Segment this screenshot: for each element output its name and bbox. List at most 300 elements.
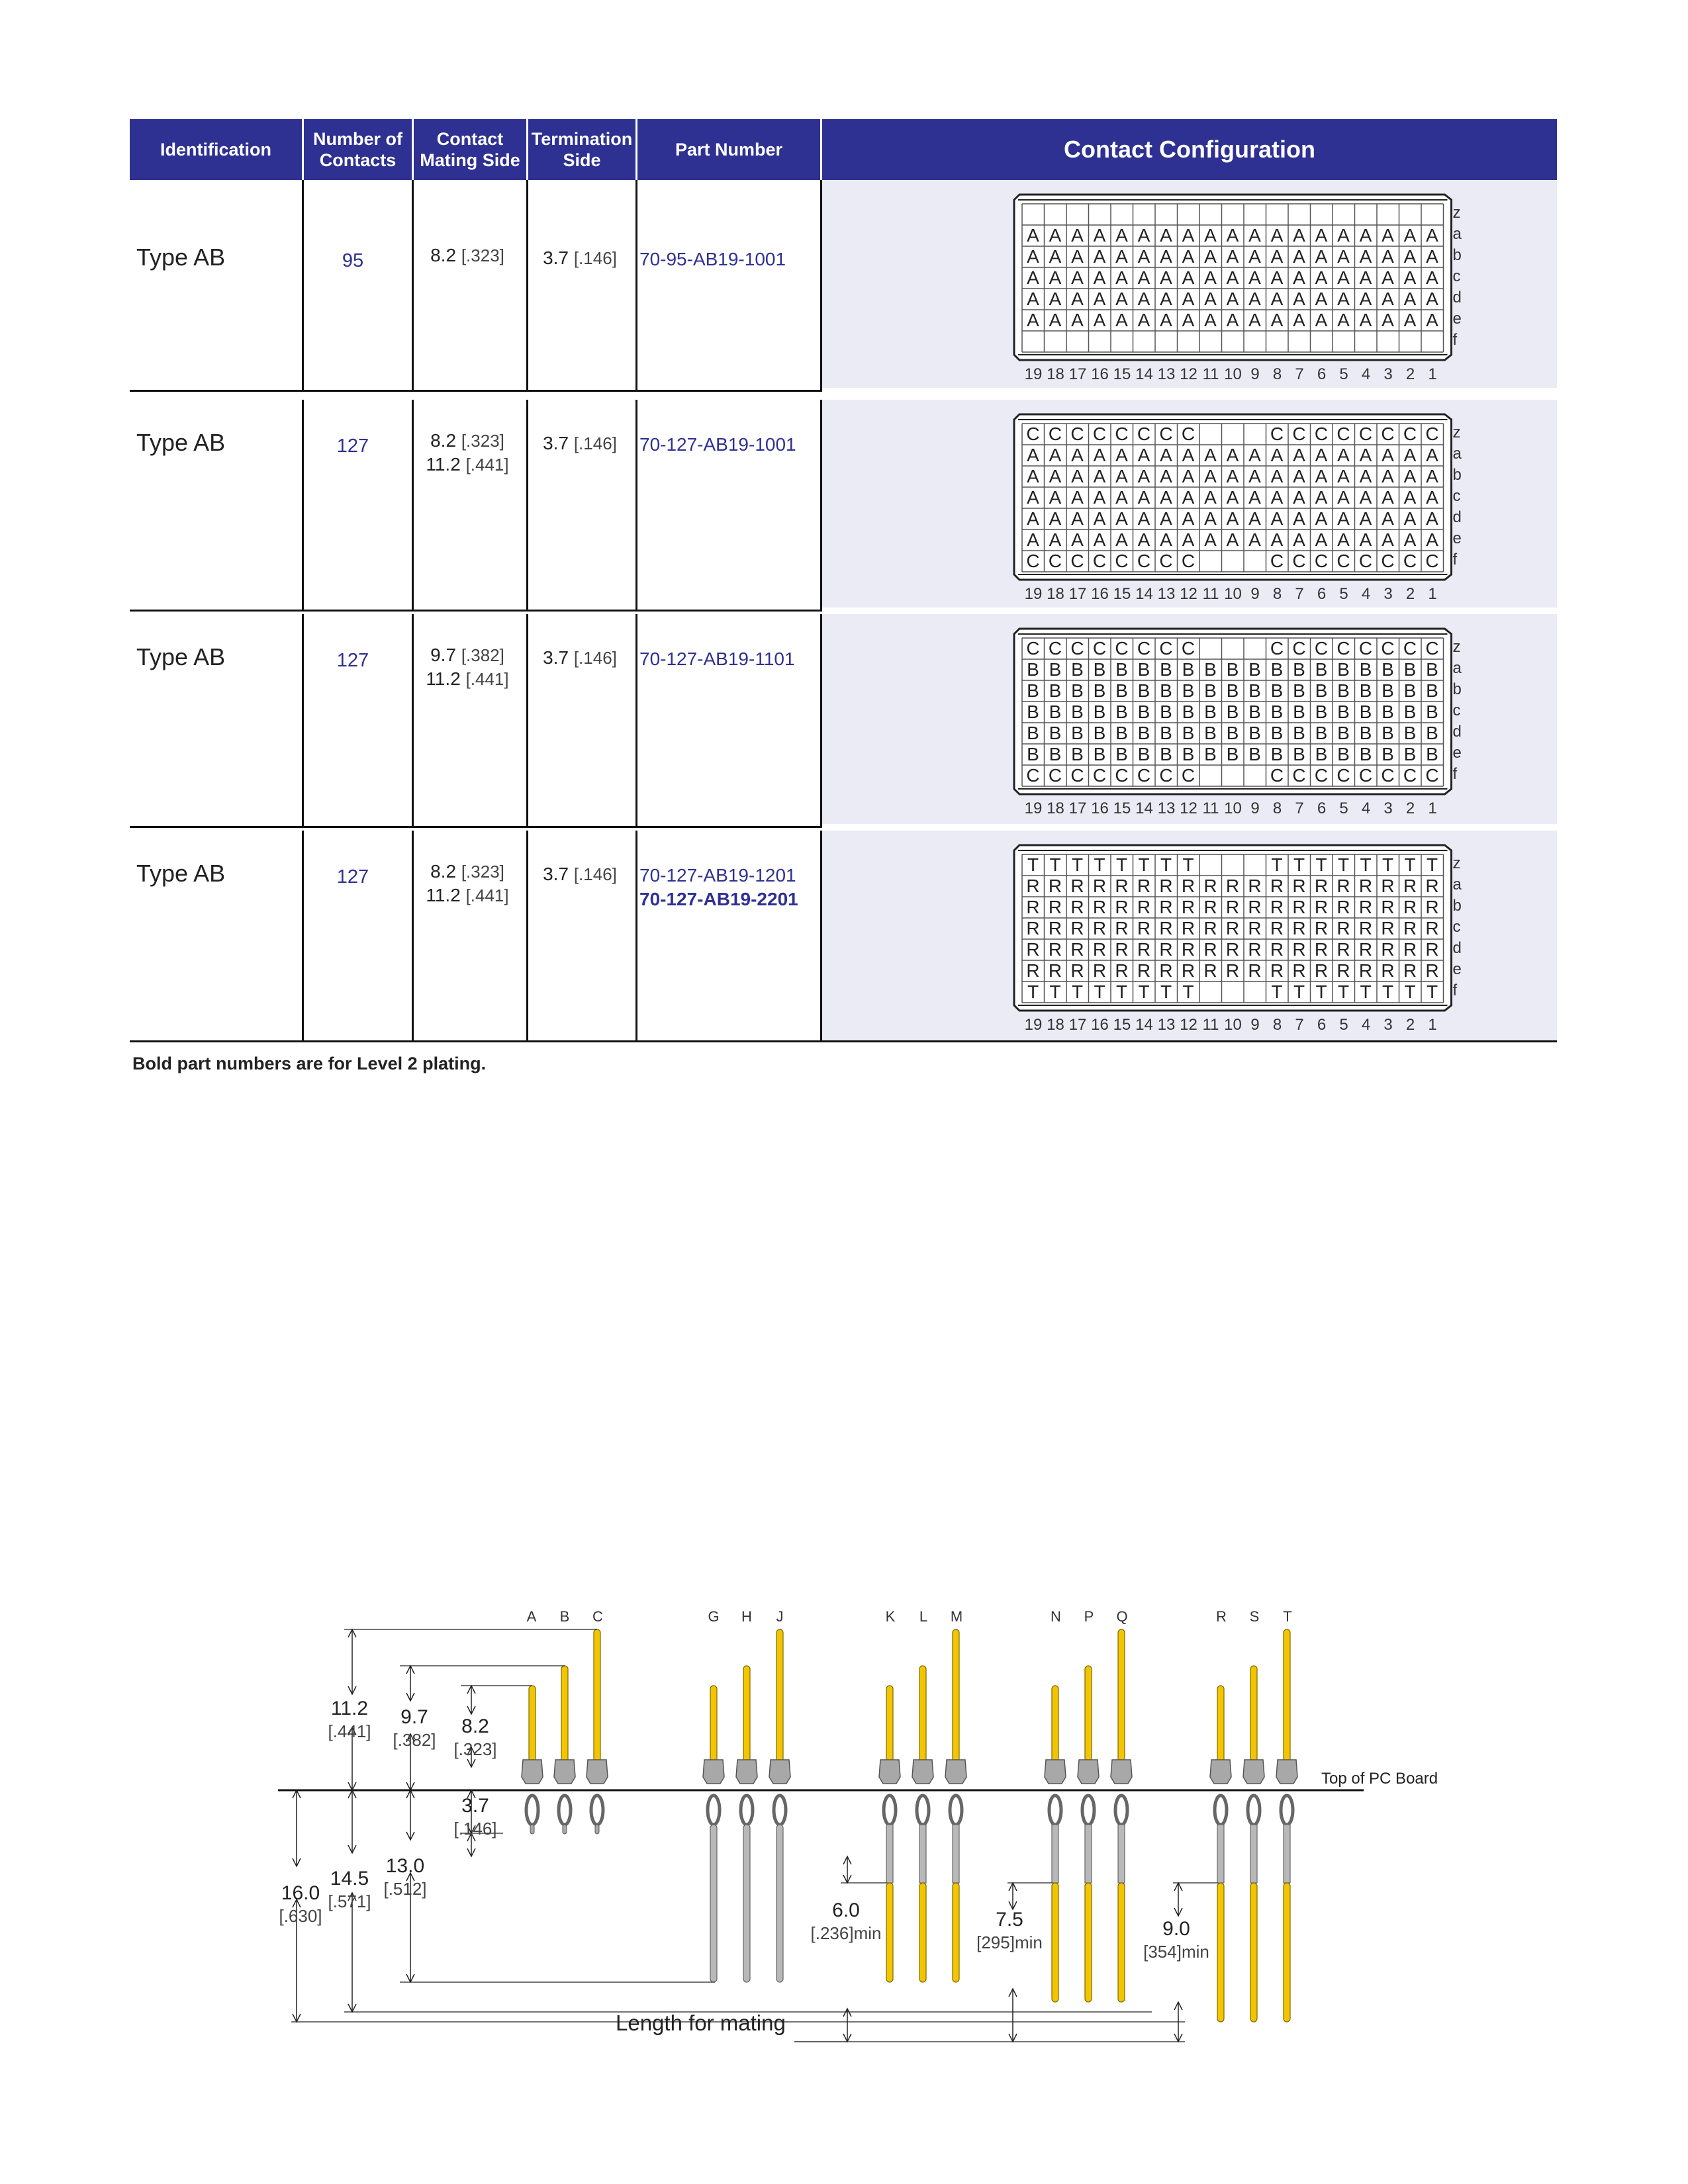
column-label: 16: [1091, 1016, 1109, 1034]
contact-cell: B: [1315, 723, 1328, 743]
contact-cell: R: [1403, 918, 1417, 938]
column-label: 4: [1361, 365, 1371, 383]
contact-cell: A: [1382, 246, 1394, 267]
contact-cell: A: [1426, 225, 1438, 246]
contact-cell: A: [1426, 529, 1438, 550]
contact-cell: R: [1270, 918, 1284, 938]
pin-eye: [1281, 1796, 1293, 1825]
column-label: 19: [1024, 365, 1043, 383]
pin-tail: [743, 1825, 750, 1982]
pin-body: [912, 1760, 933, 1784]
contact-cell: A: [1115, 466, 1128, 486]
column-label: 7: [1295, 799, 1304, 817]
contact-cell: A: [1160, 267, 1172, 288]
contact-cell: R: [1248, 960, 1262, 981]
contact-cell: R: [1181, 918, 1196, 938]
pin-eye: [1115, 1796, 1127, 1825]
contact-cell: A: [1270, 508, 1284, 529]
contact-cell: B: [1426, 744, 1438, 764]
contact-cell: A: [1248, 508, 1261, 529]
contact-cell: C: [1070, 551, 1084, 571]
column-label: 2: [1405, 1016, 1415, 1034]
row-label: b: [1452, 246, 1462, 264]
contact-cell: T: [1271, 981, 1283, 1002]
contact-cell: C: [1048, 551, 1062, 571]
pin-upper: [743, 1666, 750, 1764]
column-label: 15: [1113, 799, 1131, 817]
contact-cell: A: [1293, 246, 1305, 267]
contact-cell: C: [1181, 551, 1196, 571]
column-label: 4: [1361, 585, 1371, 603]
contact-cell: R: [1159, 939, 1173, 960]
contact-cell: A: [1359, 487, 1372, 508]
contact-cell: B: [1071, 723, 1084, 743]
contact-cell: C: [1137, 424, 1151, 444]
contact-cell: R: [1358, 939, 1373, 960]
contact-cell: A: [1403, 466, 1417, 486]
contact-cell: B: [1027, 702, 1039, 722]
contact-cell: B: [1403, 702, 1417, 722]
contact-cell: A: [1315, 289, 1328, 309]
pin-upper: [529, 1686, 536, 1764]
row-label: f: [1452, 551, 1458, 569]
contact-cell: A: [1204, 225, 1217, 246]
contact-cell: A: [1115, 445, 1128, 465]
contact-cell: B: [1027, 659, 1039, 680]
contact-cell: A: [1226, 529, 1239, 550]
contact-cell: A: [1337, 487, 1350, 508]
row-label: a: [1452, 876, 1462, 893]
contact-cell: T: [1160, 981, 1172, 1002]
row-label: z: [1452, 424, 1461, 441]
contact-cell: B: [1115, 723, 1128, 743]
contact-cell: A: [1027, 225, 1039, 246]
contact-cell: A: [1093, 246, 1106, 267]
contact-cell: B: [1182, 680, 1195, 701]
contact-cell: A: [1071, 445, 1084, 465]
contacts-cell: 95: [342, 250, 364, 271]
contact-cell: C: [1159, 551, 1173, 571]
dim-9-7: 9.7 [.382]: [393, 1706, 436, 1750]
contact-cell: R: [1225, 918, 1240, 938]
row-label: d: [1452, 723, 1462, 741]
termination-cell: 3.7 [.146]: [543, 647, 617, 668]
contact-cell: A: [1071, 529, 1084, 550]
contact-cell: B: [1093, 659, 1106, 680]
contact-cell: C: [1336, 551, 1350, 571]
pin-tail: [710, 1825, 717, 1982]
column-label: 17: [1068, 1016, 1087, 1034]
contact-cell: C: [1092, 638, 1107, 659]
pin-body: [736, 1760, 757, 1784]
contact-cell: B: [1027, 723, 1039, 743]
dim-9-0: 9.0 [354]min: [1143, 1918, 1209, 1962]
pin-letter-k: K: [885, 1608, 896, 1625]
contact-cell: R: [1115, 876, 1129, 896]
pin-body: [1111, 1760, 1132, 1784]
column-label: 5: [1339, 1016, 1348, 1034]
contact-cell: A: [1315, 310, 1328, 330]
contact-cell: A: [1027, 310, 1039, 330]
pin-tail: [1284, 1825, 1290, 1883]
contact-cell: B: [1248, 723, 1261, 743]
contact-cell: B: [1115, 659, 1128, 680]
contact-cell: T: [1182, 854, 1194, 875]
contact-cell: A: [1315, 246, 1328, 267]
contact-cell: A: [1226, 246, 1239, 267]
contact-cell: A: [1248, 310, 1261, 330]
pin-letter-c: C: [592, 1608, 603, 1625]
contact-cell: T: [1382, 854, 1394, 875]
contact-cell: R: [1115, 918, 1129, 938]
contact-cell: A: [1403, 246, 1417, 267]
contact-cell: A: [1160, 225, 1172, 246]
mating-cell: 8.2 [.323] 11.2 [.441]: [426, 430, 509, 475]
contact-cell: A: [1093, 487, 1106, 508]
contact-cell: A: [1049, 310, 1062, 330]
contact-cell: A: [1093, 466, 1106, 486]
contact-cell: B: [1182, 659, 1195, 680]
contact-cell: B: [1226, 659, 1239, 680]
identification-cell: Type AB: [136, 429, 226, 456]
table-row: [130, 400, 1557, 612]
column-label: 17: [1068, 799, 1087, 817]
contact-cell: C: [1358, 638, 1373, 659]
contact-cell: B: [1160, 659, 1172, 680]
contact-cell: A: [1270, 529, 1284, 550]
contact-cell: A: [1137, 289, 1150, 309]
column-label: 3: [1383, 365, 1393, 383]
mating-cell: 8.2 [.323]: [430, 245, 504, 265]
column-label: 9: [1250, 365, 1260, 383]
contact-cell: R: [1358, 960, 1373, 981]
contact-cell: R: [1248, 876, 1262, 896]
contact-cell: A: [1093, 225, 1106, 246]
contact-cell: A: [1182, 508, 1195, 529]
contact-cell: B: [1359, 680, 1372, 701]
column-label: 11: [1202, 585, 1219, 603]
contact-cell: B: [1137, 659, 1150, 680]
pin-upper: [886, 1686, 893, 1764]
contact-cell: A: [1049, 246, 1062, 267]
contact-cell: C: [1403, 638, 1417, 659]
contact-cell: R: [1203, 939, 1217, 960]
contact-cell: R: [1225, 960, 1240, 981]
column-label: 12: [1180, 365, 1197, 383]
pin-upper: [1118, 1629, 1125, 1764]
row-label: z: [1452, 638, 1461, 656]
contact-cell: T: [1337, 981, 1350, 1002]
contact-cell: R: [1203, 876, 1217, 896]
contact-cell: R: [1026, 897, 1040, 917]
contact-cell: C: [1292, 551, 1306, 571]
contact-cell: A: [1337, 267, 1350, 288]
contact-cell: T: [1426, 854, 1438, 875]
contact-cell: R: [1181, 876, 1196, 896]
contact-cell: R: [1248, 939, 1262, 960]
contact-cell: C: [1314, 638, 1329, 659]
contact-cell: A: [1382, 508, 1394, 529]
contact-cell: B: [1049, 723, 1062, 743]
contact-cell: C: [1381, 551, 1395, 571]
contact-cell: A: [1359, 246, 1372, 267]
pin-body: [879, 1760, 900, 1784]
column-label: 1: [1428, 799, 1437, 817]
contact-cell: A: [1293, 445, 1305, 465]
contact-cell: C: [1115, 424, 1129, 444]
pin-letter-g: G: [708, 1608, 720, 1625]
contact-cell: B: [1315, 659, 1328, 680]
contact-cell: B: [1182, 744, 1195, 764]
part-number: 70-127-AB19-2201: [639, 889, 798, 909]
contact-cell: T: [1071, 981, 1084, 1002]
pin-eye: [591, 1796, 603, 1825]
contact-cell: B: [1403, 744, 1417, 764]
pin-tail: [919, 1825, 926, 1883]
contact-cell: A: [1359, 289, 1372, 309]
dim-13-0: 13.0 [.512]: [383, 1855, 427, 1899]
contact-cell: C: [1403, 424, 1417, 444]
identification-cell: Type AB: [136, 643, 226, 670]
contact-cell: A: [1071, 267, 1084, 288]
contact-cell: R: [1137, 939, 1151, 960]
contact-cell: R: [1425, 918, 1439, 938]
contact-cell: A: [1137, 529, 1150, 550]
pin-upper: [1284, 1629, 1290, 1764]
contact-cell: A: [1226, 225, 1239, 246]
contact-cell: A: [1359, 466, 1372, 486]
column-label: 1: [1428, 585, 1437, 603]
contact-cell: A: [1204, 267, 1217, 288]
contact-cell: C: [1425, 765, 1439, 786]
contact-cell: B: [1359, 659, 1372, 680]
column-label: 7: [1295, 585, 1304, 603]
contact-cell: A: [1049, 267, 1062, 288]
column-label: 18: [1047, 1016, 1064, 1034]
contact-cell: T: [1271, 854, 1283, 875]
part-number: 70-127-AB19-1001: [639, 434, 796, 455]
pin-letter-n: N: [1051, 1608, 1061, 1625]
pin-tail: [776, 1825, 783, 1982]
dim-14-5: 14.5 [.571]: [328, 1868, 371, 1911]
contact-cell: C: [1026, 638, 1040, 659]
contact-cell: A: [1137, 267, 1150, 288]
pin-upper: [1085, 1666, 1092, 1764]
contact-cell: C: [1403, 765, 1417, 786]
contact-cell: A: [1137, 225, 1150, 246]
contact-cell: B: [1049, 702, 1062, 722]
dim-16-0: 16.0 [.630]: [279, 1882, 322, 1926]
contact-cell: R: [1336, 960, 1350, 981]
contact-cell: A: [1204, 487, 1217, 508]
header-part-number: Part Number: [637, 119, 820, 180]
contact-cell: R: [1292, 939, 1306, 960]
contact-cell: T: [1027, 981, 1039, 1002]
header-mating: Contact Mating Side: [414, 119, 526, 180]
column-label: 10: [1224, 365, 1242, 383]
contact-cell: A: [1049, 445, 1062, 465]
contact-cell: A: [1182, 289, 1195, 309]
contact-cell: R: [1358, 876, 1373, 896]
contact-cell: A: [1315, 466, 1328, 486]
row-label: b: [1452, 897, 1462, 915]
contact-cell: B: [1426, 702, 1438, 722]
column-label: 13: [1157, 799, 1176, 817]
contact-cell: B: [1315, 702, 1328, 722]
contact-cell: A: [1049, 508, 1062, 529]
pin-body: [1045, 1760, 1066, 1784]
contact-cell: A: [1071, 487, 1084, 508]
column-label: 8: [1272, 585, 1282, 603]
identification-cell: Type AB: [136, 244, 226, 271]
contact-cell: B: [1071, 659, 1084, 680]
column-label: 14: [1135, 365, 1153, 383]
contact-cell: B: [1160, 744, 1172, 764]
contact-cell: C: [1336, 765, 1350, 786]
contact-cell: A: [1337, 310, 1350, 330]
contact-cell: B: [1382, 744, 1394, 764]
pin-eye: [559, 1796, 571, 1825]
pin-eye: [1248, 1796, 1260, 1825]
contact-cell: R: [1381, 897, 1395, 917]
contact-cell: T: [1115, 854, 1128, 875]
contact-cell: T: [1049, 854, 1061, 875]
contact-cell: A: [1027, 246, 1039, 267]
column-label: 2: [1405, 365, 1415, 383]
contact-cell: A: [1160, 289, 1172, 309]
contact-cell: A: [1027, 529, 1039, 550]
pin-upper: [776, 1629, 783, 1764]
contact-cell: A: [1382, 289, 1394, 309]
row-label: z: [1452, 204, 1461, 222]
contact-cell: B: [1248, 702, 1261, 722]
contact-cell: T: [1138, 981, 1150, 1002]
contact-cell: B: [1160, 702, 1172, 722]
contact-cell: B: [1093, 680, 1106, 701]
contact-cell: B: [1403, 680, 1417, 701]
column-label: 11: [1202, 365, 1219, 383]
contact-cell: C: [1092, 765, 1107, 786]
pin-upper: [953, 1629, 959, 1764]
column-label: 9: [1250, 1016, 1260, 1034]
column-label: 17: [1068, 365, 1087, 383]
contact-cell: A: [1315, 445, 1328, 465]
contact-cell: B: [1204, 702, 1217, 722]
contact-cell: R: [1137, 876, 1151, 896]
pin-body: [1078, 1760, 1099, 1784]
contact-cell: A: [1359, 508, 1372, 529]
contact-cell: A: [1204, 310, 1217, 330]
column-label: 19: [1024, 799, 1043, 817]
contact-cell: B: [1382, 702, 1394, 722]
contact-cell: C: [1048, 765, 1062, 786]
column-label: 5: [1339, 799, 1348, 817]
contacts-cell: 127: [336, 866, 369, 887]
column-label: 9: [1250, 799, 1260, 817]
column-label: 11: [1202, 1016, 1219, 1034]
contact-cell: B: [1315, 744, 1328, 764]
pin-tail: [1085, 1825, 1092, 1883]
contact-cell: R: [1159, 876, 1173, 896]
contact-cell: R: [1048, 960, 1062, 981]
contact-cell: A: [1204, 466, 1217, 486]
contact-cell: A: [1270, 246, 1284, 267]
contact-cell: A: [1359, 529, 1372, 550]
column-label: 18: [1047, 585, 1064, 603]
contact-cell: C: [1115, 638, 1129, 659]
contact-cell: A: [1293, 487, 1305, 508]
contact-cell: A: [1248, 267, 1261, 288]
contact-cell: A: [1226, 267, 1239, 288]
contact-cell: C: [1026, 765, 1040, 786]
contact-cell: A: [1293, 225, 1305, 246]
contact-cell: R: [1381, 918, 1395, 938]
contact-cell: A: [1293, 310, 1305, 330]
contact-cell: R: [1292, 960, 1306, 981]
contact-cell: B: [1182, 702, 1195, 722]
contact-cell: R: [1048, 876, 1062, 896]
contact-cell: R: [1203, 960, 1217, 981]
contact-cell: A: [1337, 508, 1350, 529]
dim-8-2: 8.2 [.323]: [453, 1715, 497, 1759]
contact-cell: C: [1159, 765, 1173, 786]
contact-cell: A: [1315, 267, 1328, 288]
contact-cell: R: [1026, 876, 1040, 896]
contact-cell: R: [1203, 897, 1217, 917]
pin-body: [1210, 1760, 1231, 1784]
contact-cell: R: [1336, 876, 1350, 896]
contact-cell: C: [1048, 424, 1062, 444]
table-row: [130, 614, 1557, 828]
row-label: c: [1452, 918, 1461, 936]
contact-cell: C: [1292, 765, 1306, 786]
contact-cell: A: [1093, 310, 1106, 330]
contact-cell: A: [1049, 487, 1062, 508]
pin-tail: [1052, 1825, 1058, 1883]
pin-tail-mating: [1085, 1883, 1092, 2002]
contact-cell: T: [1094, 981, 1105, 1002]
contact-cell: R: [1070, 960, 1084, 981]
contact-cell: A: [1115, 267, 1128, 288]
contact-cell: A: [1403, 508, 1417, 529]
contact-cell: A: [1315, 508, 1328, 529]
column-label: 8: [1272, 365, 1282, 383]
contacts-cell: 127: [336, 435, 369, 457]
contact-cell: A: [1160, 487, 1172, 508]
contact-cell: A: [1403, 267, 1417, 288]
contact-cell: B: [1337, 659, 1350, 680]
column-label: 1: [1428, 365, 1437, 383]
contact-cell: B: [1137, 702, 1150, 722]
contact-cell: A: [1115, 487, 1128, 508]
table-row: [130, 831, 1557, 1042]
pin-body: [769, 1760, 790, 1784]
pin-tail: [1217, 1825, 1224, 1883]
pin-tail-mating: [919, 1883, 926, 1982]
contact-cell: R: [1425, 939, 1439, 960]
column-label: 17: [1068, 585, 1087, 603]
contact-cell: R: [1292, 897, 1306, 917]
contact-cell: A: [1027, 466, 1039, 486]
column-label: 14: [1135, 799, 1153, 817]
column-label: 4: [1361, 1016, 1371, 1034]
column-label: 8: [1272, 1016, 1282, 1034]
contact-cell: A: [1204, 246, 1217, 267]
row-label: a: [1452, 659, 1462, 677]
contact-cell: A: [1426, 508, 1438, 529]
contact-cell: A: [1071, 508, 1084, 529]
contact-cell: A: [1226, 310, 1239, 330]
